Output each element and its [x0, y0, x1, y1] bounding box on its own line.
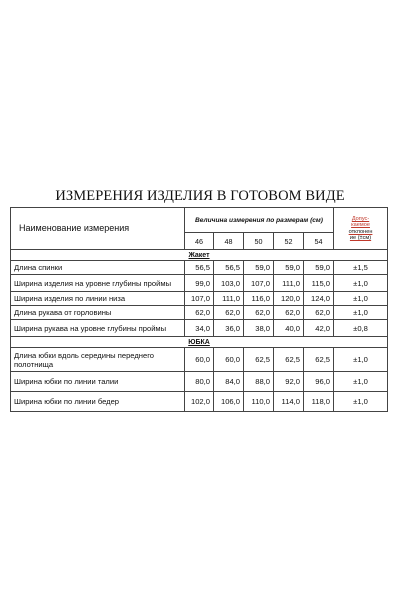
section-label-jacket: Жакет: [11, 250, 388, 261]
measurement-value: 107,0: [244, 275, 274, 292]
measurement-value: 107,0: [185, 292, 214, 306]
measurement-value: 124,0: [304, 292, 334, 306]
section-row-skirt: [11, 337, 388, 348]
measurement-value: 115,0: [304, 275, 334, 292]
measurement-value: 40,0: [274, 320, 304, 337]
tolerance-value: ±1,5: [334, 261, 388, 275]
measurements-body: [11, 208, 388, 412]
size-header: 48: [214, 233, 244, 250]
measurement-value: 62,0: [185, 306, 214, 320]
measurement-name: Ширина рукава на уровне глубины проймы: [11, 320, 185, 337]
measurement-value: 59,0: [244, 261, 274, 275]
measurement-value: 62,0: [214, 306, 244, 320]
measurement-value: 62,0: [304, 306, 334, 320]
size-header: 54: [304, 233, 334, 250]
measurement-value: 92,0: [274, 372, 304, 392]
measurement-value: 111,0: [214, 292, 244, 306]
measurement-value: 118,0: [304, 392, 334, 412]
measurement-value: 120,0: [274, 292, 304, 306]
tolerance-header-line-3: отклонен: [348, 228, 373, 235]
tolerance-header-line-1: Допус-: [351, 215, 370, 222]
measurement-value: 38,0: [244, 320, 274, 337]
measurement-value: 114,0: [274, 392, 304, 412]
tolerance-header-line-4: ие (±см): [349, 234, 372, 241]
tolerance-header-line-2: каемое: [351, 222, 370, 229]
measurement-value: 56,5: [185, 261, 214, 275]
measurement-name: Ширина юбки по линии бедер: [11, 392, 185, 412]
table-row: [11, 392, 388, 412]
tolerance-value: ±1,0: [334, 348, 388, 372]
table-row: [11, 261, 388, 275]
measurement-value: 59,0: [304, 261, 334, 275]
measurement-value: 56,5: [214, 261, 244, 275]
measurement-value: 88,0: [244, 372, 274, 392]
size-header: 46: [185, 233, 214, 250]
measurement-value: 34,0: [185, 320, 214, 337]
measurement-value: 99,0: [185, 275, 214, 292]
values-column-header: Величина измерения по размерам (см): [185, 208, 334, 233]
size-header: 52: [274, 233, 304, 250]
tolerance-value: ±1,0: [334, 372, 388, 392]
measurement-value: 60,0: [185, 348, 214, 372]
measurement-value: 62,0: [244, 306, 274, 320]
measurement-value: 84,0: [214, 372, 244, 392]
measurement-value: 62,0: [274, 306, 304, 320]
table-row: [11, 292, 388, 306]
tolerance-column-header: [334, 208, 388, 250]
measurement-value: 59,0: [274, 261, 304, 275]
measurement-value: 103,0: [214, 275, 244, 292]
measurement-value: 102,0: [185, 392, 214, 412]
measurements-table: [10, 207, 388, 412]
measurement-value: 42,0: [304, 320, 334, 337]
table-row: [11, 275, 388, 292]
measurement-name: Ширина изделия по линии низа: [11, 292, 185, 306]
measurement-value: 80,0: [185, 372, 214, 392]
section-row-jacket: [11, 250, 388, 261]
measurement-value: 106,0: [214, 392, 244, 412]
tolerance-value: ±1,0: [334, 306, 388, 320]
measurement-value: 96,0: [304, 372, 334, 392]
measurement-value: 62,5: [274, 348, 304, 372]
tolerance-value: ±1,0: [334, 392, 388, 412]
measurement-value: 60,0: [214, 348, 244, 372]
table-row: [11, 320, 388, 337]
measurement-value: 62,5: [244, 348, 274, 372]
name-column-header: Наименование измерения: [11, 208, 185, 250]
page-title: ИЗМЕРЕНИЯ ИЗДЕЛИЯ В ГОТОВОМ ВИДЕ: [55, 188, 345, 204]
section-label-skirt: ЮБКА: [11, 337, 388, 348]
measurement-value: 62,5: [304, 348, 334, 372]
size-header: 50: [244, 233, 274, 250]
measurement-name: Ширина юбки по линии талии: [11, 372, 185, 392]
header-row: [11, 208, 388, 233]
measurement-value: 116,0: [244, 292, 274, 306]
tolerance-value: ±1,0: [334, 275, 388, 292]
table-row: [11, 348, 388, 372]
measurement-name: Длина юбки вдоль середины переднего полотнища: [11, 348, 185, 372]
measurement-value: 110,0: [244, 392, 274, 412]
table-row: [11, 372, 388, 392]
measurement-value: 36,0: [214, 320, 244, 337]
tolerance-value: ±1,0: [334, 292, 388, 306]
measurement-name: Ширина изделия на уровне глубины проймы: [11, 275, 185, 292]
measurement-name: Длина рукава от горловины: [11, 306, 185, 320]
table-row: [11, 306, 388, 320]
measurement-name: Длина спинки: [11, 261, 185, 275]
measurement-value: 111,0: [274, 275, 304, 292]
tolerance-value: ±0,8: [334, 320, 388, 337]
